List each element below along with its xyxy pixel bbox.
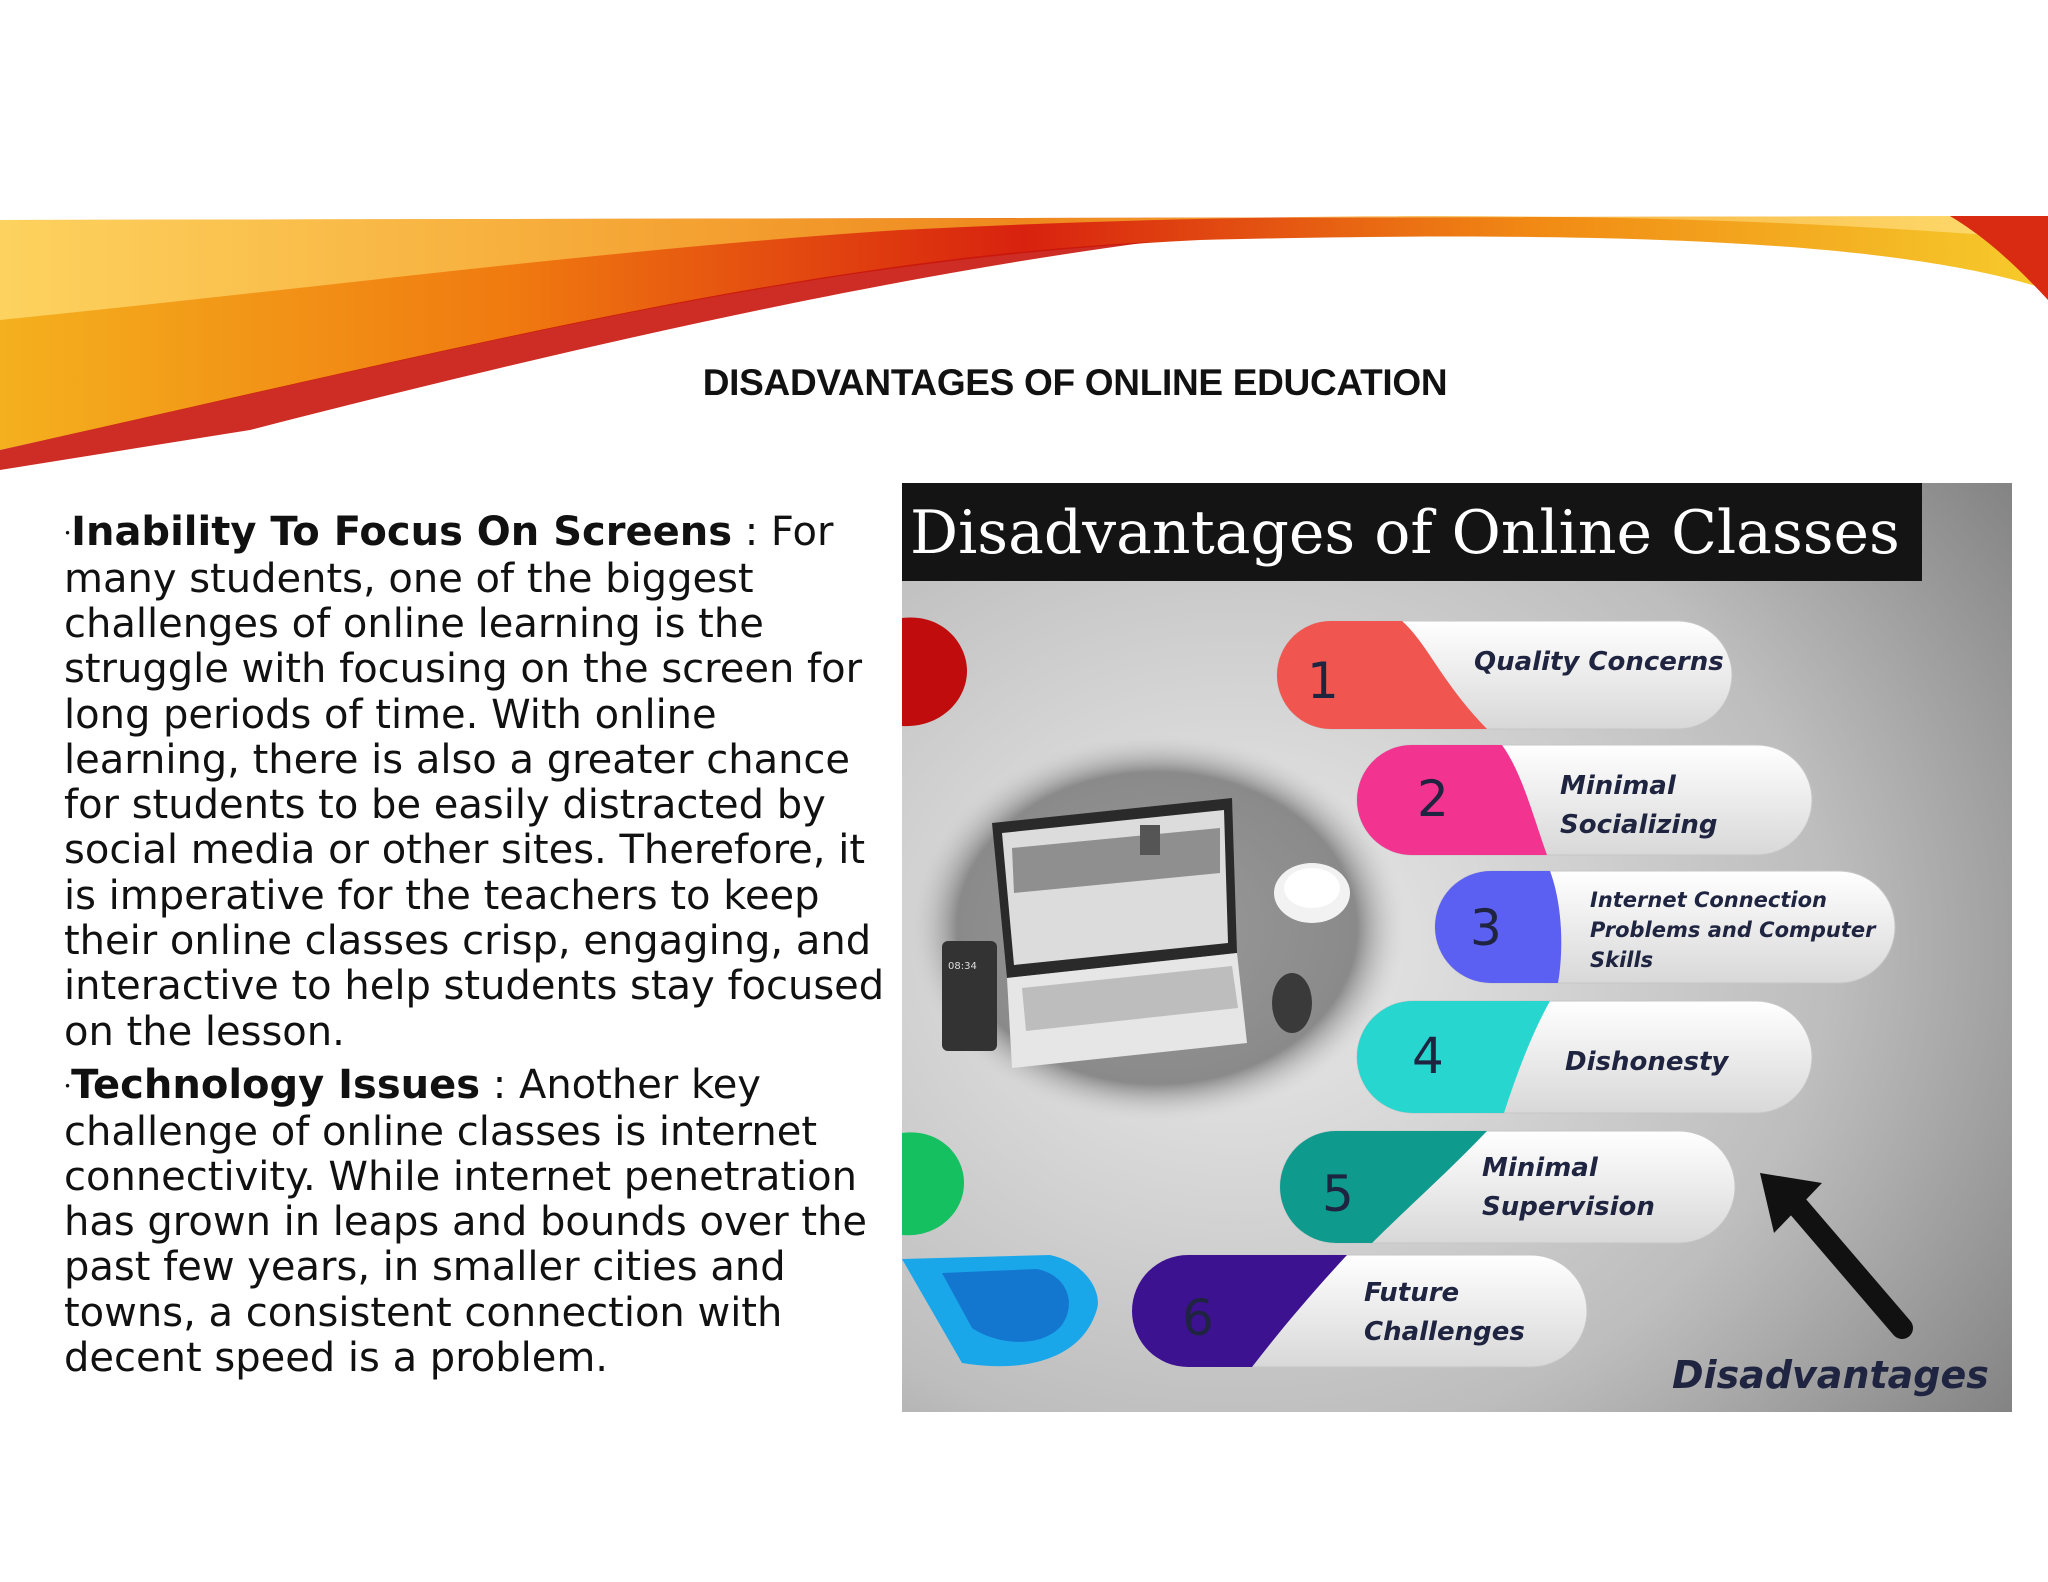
arrow-label: Disadvantages — [1672, 1353, 1989, 1397]
item-label-line1: Internet Connection — [1590, 888, 1827, 912]
item-label-line3: Skills — [1590, 948, 1654, 972]
disadvantage-item-6 — [1132, 1255, 1587, 1367]
bullet-term: Technology Issues — [71, 1061, 481, 1108]
mouse-icon — [1272, 973, 1312, 1033]
item-number: 4 — [1412, 1027, 1444, 1085]
item-number: 5 — [1322, 1165, 1354, 1223]
item-number: 6 — [1182, 1289, 1214, 1347]
bullet-text: For many students, one of the biggest challenges of online learning is the struggle with focusing on the screen for long periods of time. With online learning, there is also a greater chance for students to be easily distracted by social media or other sites. Therefore, it is imperative for the teachers to keep their online classes crisp, engaging, and interactive to help students stay focused on the lesson. — [64, 509, 885, 1055]
item-label-line2: Socializing — [1560, 810, 1718, 840]
slide-title: DISADVANTAGES OF ONLINE EDUCATION — [702, 362, 1448, 403]
figure-title: Disadvantages of Online Classes — [910, 498, 1900, 568]
bullet-separator: : — [480, 1061, 519, 1108]
item-label: Quality Concerns — [1474, 647, 1724, 677]
item-label-line1: Minimal — [1482, 1153, 1598, 1183]
phone-time: 08:34 — [948, 961, 977, 972]
disadvantage-item-5 — [1280, 1131, 1735, 1243]
item-number: 1 — [1307, 652, 1339, 710]
bullet-dot: • — [64, 1079, 72, 1094]
bullet-list — [64, 510, 894, 1389]
cup-icon — [1274, 863, 1350, 923]
bullet-dot: • — [64, 526, 72, 541]
item-number: 3 — [1470, 899, 1502, 957]
bullet-term: Inability To Focus On Screens — [71, 509, 732, 555]
item-label-line2: Challenges — [1364, 1317, 1525, 1347]
disadvantages-infographic — [902, 483, 2012, 1412]
disadvantage-item-2 — [1357, 745, 1812, 855]
bullet-text: Another key challenge of online classes is internet connectivity. While internet penetration has grown in leaps and bounds over the past few years, in smaller cities and towns, a consistent connection with decent speed is a problem. — [64, 1061, 868, 1382]
disadvantage-item-4 — [1357, 1001, 1812, 1113]
item-number: 2 — [1417, 770, 1449, 828]
item-label-line1: Future — [1364, 1278, 1460, 1308]
decorative-swoosh — [0, 200, 2048, 470]
item-label-line2: Supervision — [1482, 1192, 1655, 1222]
item-label-line2: Problems and Computer — [1590, 918, 1876, 942]
phone-icon — [942, 941, 997, 1051]
laptop-photo — [907, 733, 1407, 1123]
bullet-point-focus — [64, 510, 894, 1055]
laptop-icon — [992, 798, 1247, 1068]
disadvantage-item-1 — [1277, 621, 1732, 729]
item-label-line1: Minimal — [1560, 771, 1676, 801]
disadvantage-item-3 — [1435, 871, 1895, 983]
bullet-separator: : — [732, 509, 771, 555]
item-label: Dishonesty — [1565, 1047, 1729, 1077]
bullet-point-technology — [64, 1063, 894, 1381]
